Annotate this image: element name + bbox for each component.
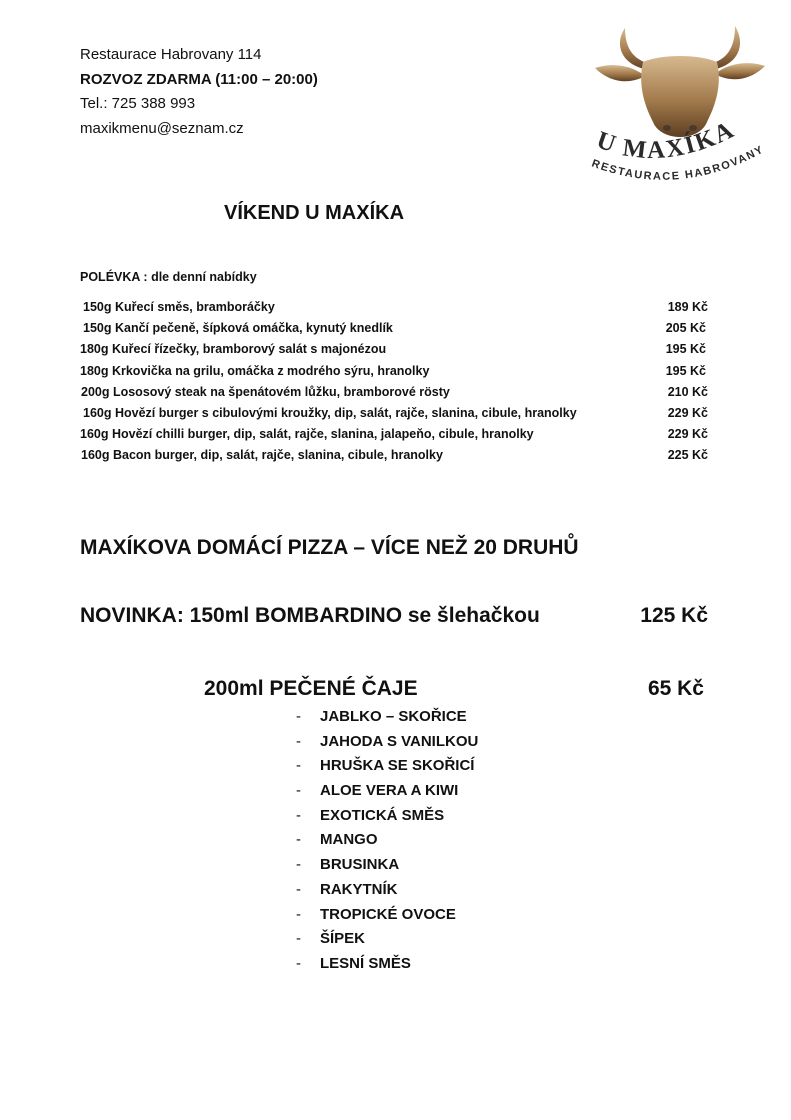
dash-bullet-icon: - [296,757,301,775]
menu-item-description: 200g Lososový steak na špenátovém lůžku, bramborové rösty [81,384,450,399]
flavor-label: JABLKO – SKOŘICE [320,708,467,725]
dash-bullet-icon: - [296,856,301,874]
list-item [296,955,478,980]
dash-bullet-icon: - [296,930,301,948]
logo-subtitle: RESTAURACE HABROVANY [590,143,767,183]
dash-bullet-icon: - [296,831,301,849]
menu-item-price: 210 Kč [667,384,708,399]
menu-item [80,427,710,448]
address-text: Restaurace Habrovany 114 [80,46,262,63]
dash-bullet-icon: - [296,732,301,750]
menu-item-price: 195 Kč [665,363,706,378]
contact-block [80,43,318,141]
dash-bullet-icon: - [296,954,301,972]
tea-text: 200ml PEČENÉ ČAJE [204,677,418,700]
list-item [296,807,478,832]
menu-item [80,342,710,363]
dash-bullet-icon: - [296,905,301,923]
flavor-label: EXOTICKÁ SMĚS [320,806,445,824]
menu-item [80,300,710,321]
novinka-price: 125 Kč [640,604,708,627]
list-item [296,856,478,881]
list-item [296,733,478,758]
soup-line: POLÉVKA : dle denní nabídky [80,270,257,284]
logo-name: U MAXÍKA [592,115,740,165]
list-item [296,906,478,931]
menu-item [80,364,710,385]
menu-item-description: 160g Hovězí chilli burger, dip, salát, rajče, slanina, jalapeňo, cibule, hranolky [80,427,534,442]
flavor-label: ŠÍPEK [320,930,366,948]
menu-item [80,321,710,342]
dash-bullet-icon: - [296,806,301,824]
flavor-label: JAHODA S VANILKOU [320,732,479,750]
menu-item-list [80,300,710,470]
dash-bullet-icon: - [296,880,301,898]
email-text: maxikmenu@seznam.cz [80,119,244,137]
dash-bullet-icon: - [296,782,301,800]
pizza-heading: MAXÍKOVA DOMÁCÍ PIZZA – VÍCE NEŽ 20 DRUHŮ [80,536,579,559]
flavor-label: TROPICKÉ OVOCE [320,905,456,923]
novinka-text: NOVINKA: 150ml BOMBARDINO se šlehačkou [80,604,540,627]
delivery-text: ROZVOZ ZDARMA (11:00 – 20:00) [80,70,318,88]
menu-item [80,448,710,469]
flavor-label: RAKYTNÍK [320,880,398,898]
list-item [296,708,478,733]
phone-text: Tel.: 725 388 993 [80,95,196,112]
menu-item [80,406,710,427]
list-item [296,831,478,856]
restaurant-logo [585,18,775,203]
menu-item-price: 205 Kč [665,321,706,336]
menu-item-description: 160g Bacon burger, dip, salát, rajče, slanina, cibule, hranolky [81,448,443,463]
list-item [296,930,478,955]
flavor-label: MANGO [320,831,378,849]
flavor-label: HRUŠKA SE SKOŘICÍ [320,757,475,775]
flavor-label: BRUSINKA [320,856,400,874]
menu-item-price: 195 Kč [665,342,706,357]
list-item [296,881,478,906]
menu-item-description: 160g Hovězí burger s cibulovými kroužky, dip, salát, rajče, slanina, cibule, hranolky [83,405,577,420]
flavor-label: LESNÍ SMĚS [320,954,411,972]
menu-item-description: 150g Kuřecí směs, bramboráčky [83,300,275,314]
bull-head-icon [595,26,765,137]
tea-line [204,677,704,701]
menu-item-description: 180g Krkovička na grilu, omáčka z modrého sýru, hranolky [80,363,430,378]
menu-item [80,385,710,406]
menu-item-price: 229 Kč [667,405,708,420]
menu-item-price: 225 Kč [667,448,708,463]
menu-item-price: 229 Kč [667,427,708,442]
menu-item-description: 150g Kančí pečeně, šípková omáčka, kynutý knedlík [83,321,393,336]
list-item [296,782,478,807]
tea-flavor-list [296,708,478,980]
novinka-line [80,604,708,628]
dash-bullet-icon: - [296,708,301,725]
list-item [296,757,478,782]
menu-item-price: 189 Kč [667,300,708,314]
menu-item-description: 180g Kuřecí řízečky, bramborový salát s majonézou [80,342,387,357]
flavor-label: ALOE VERA A KIWI [320,782,459,800]
tea-price: 65 Kč [647,677,704,700]
page-title: VÍKEND U MAXÍKA [224,202,405,224]
